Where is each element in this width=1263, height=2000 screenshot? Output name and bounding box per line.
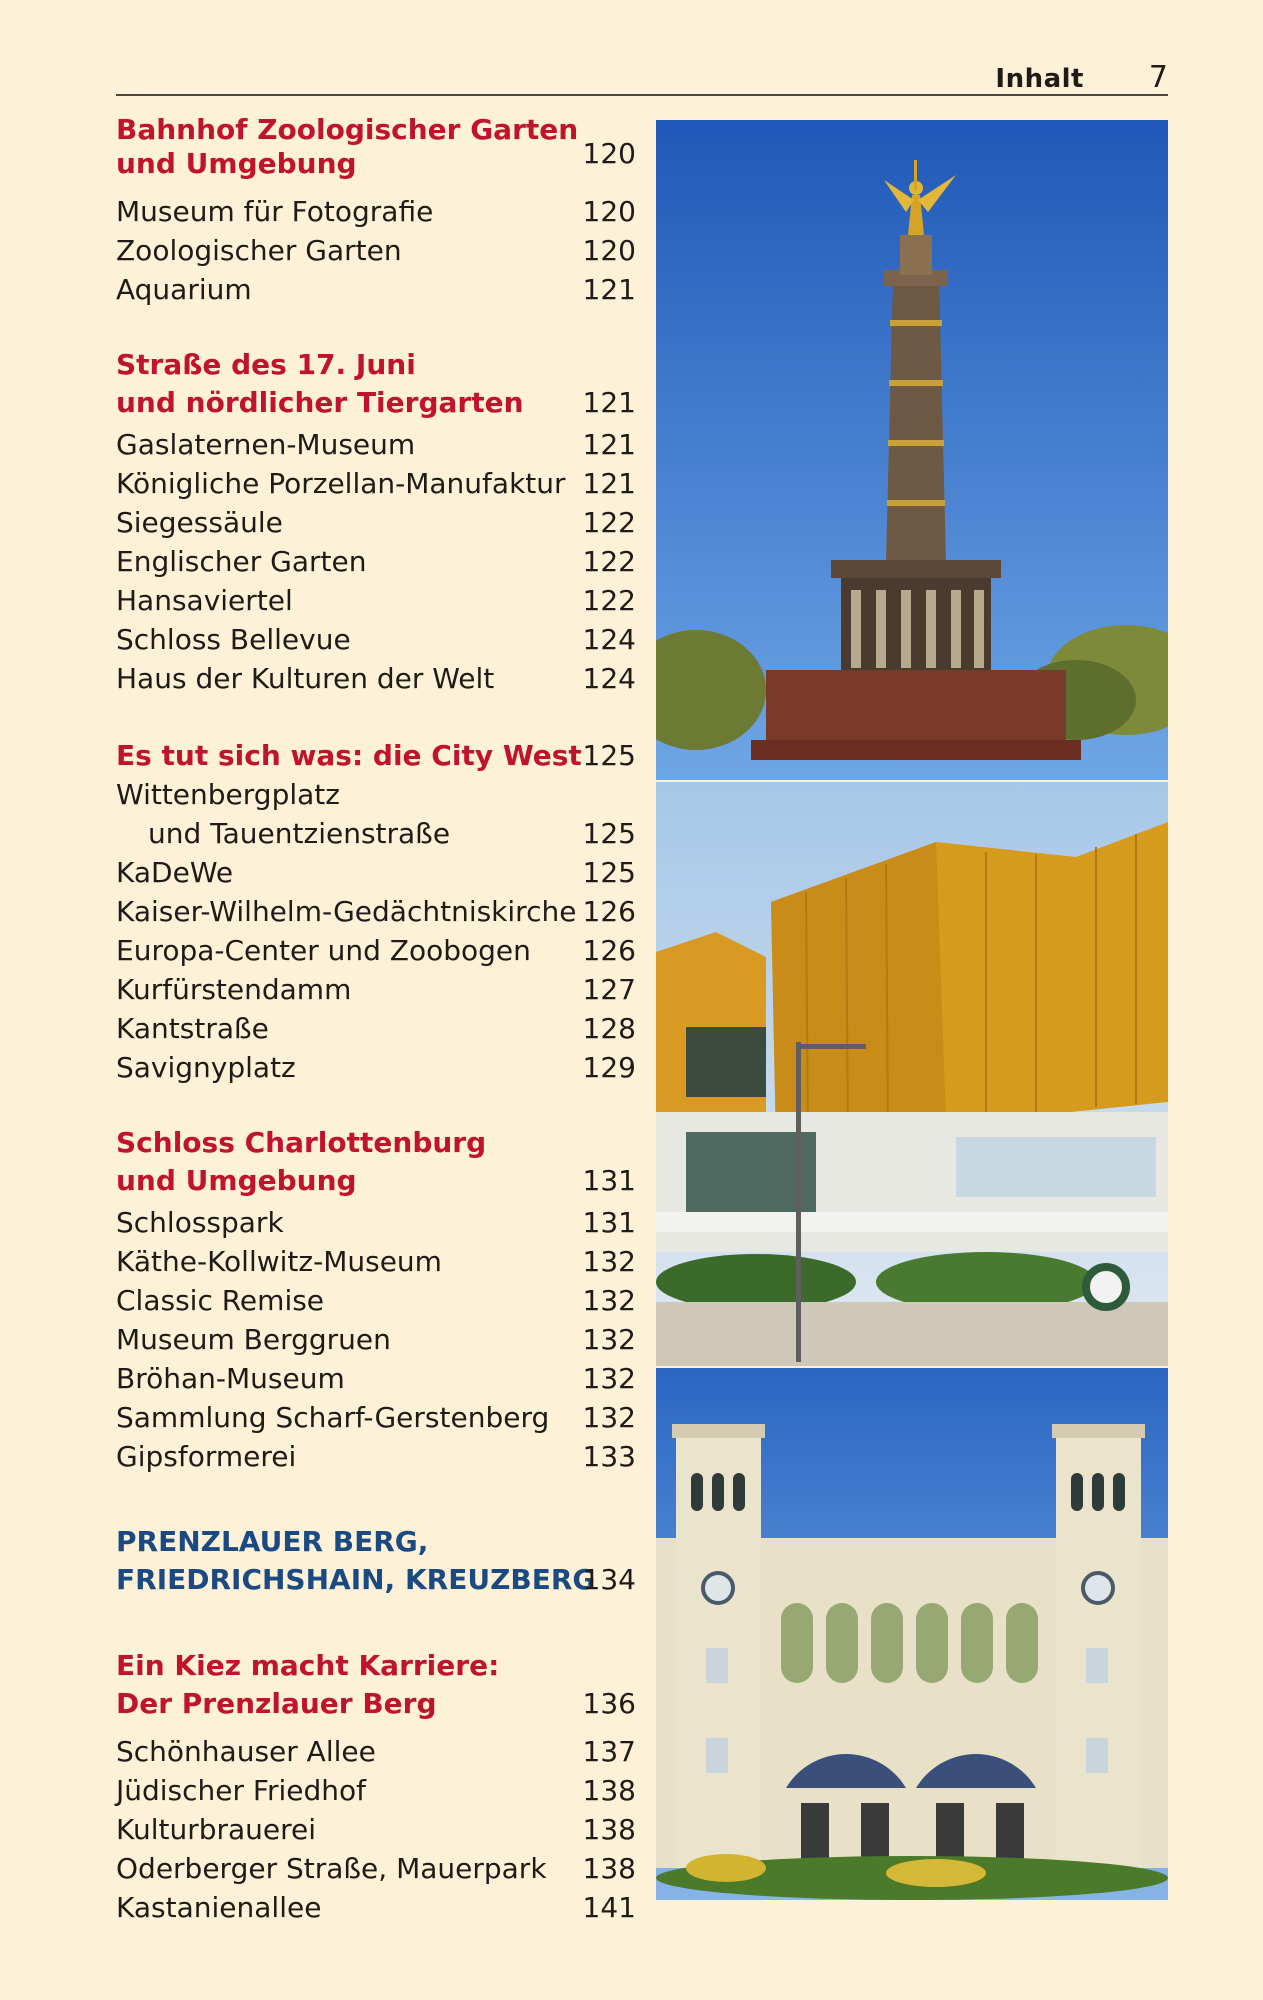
philharmonie-photo [656,782,1168,1366]
page-header [116,58,1168,96]
running-head: Inhalt [995,64,1084,94]
victory-column-photo [656,120,1168,780]
hamburger-bahnhof-photo [656,1368,1168,1900]
page-number: 7 [1148,60,1168,95]
